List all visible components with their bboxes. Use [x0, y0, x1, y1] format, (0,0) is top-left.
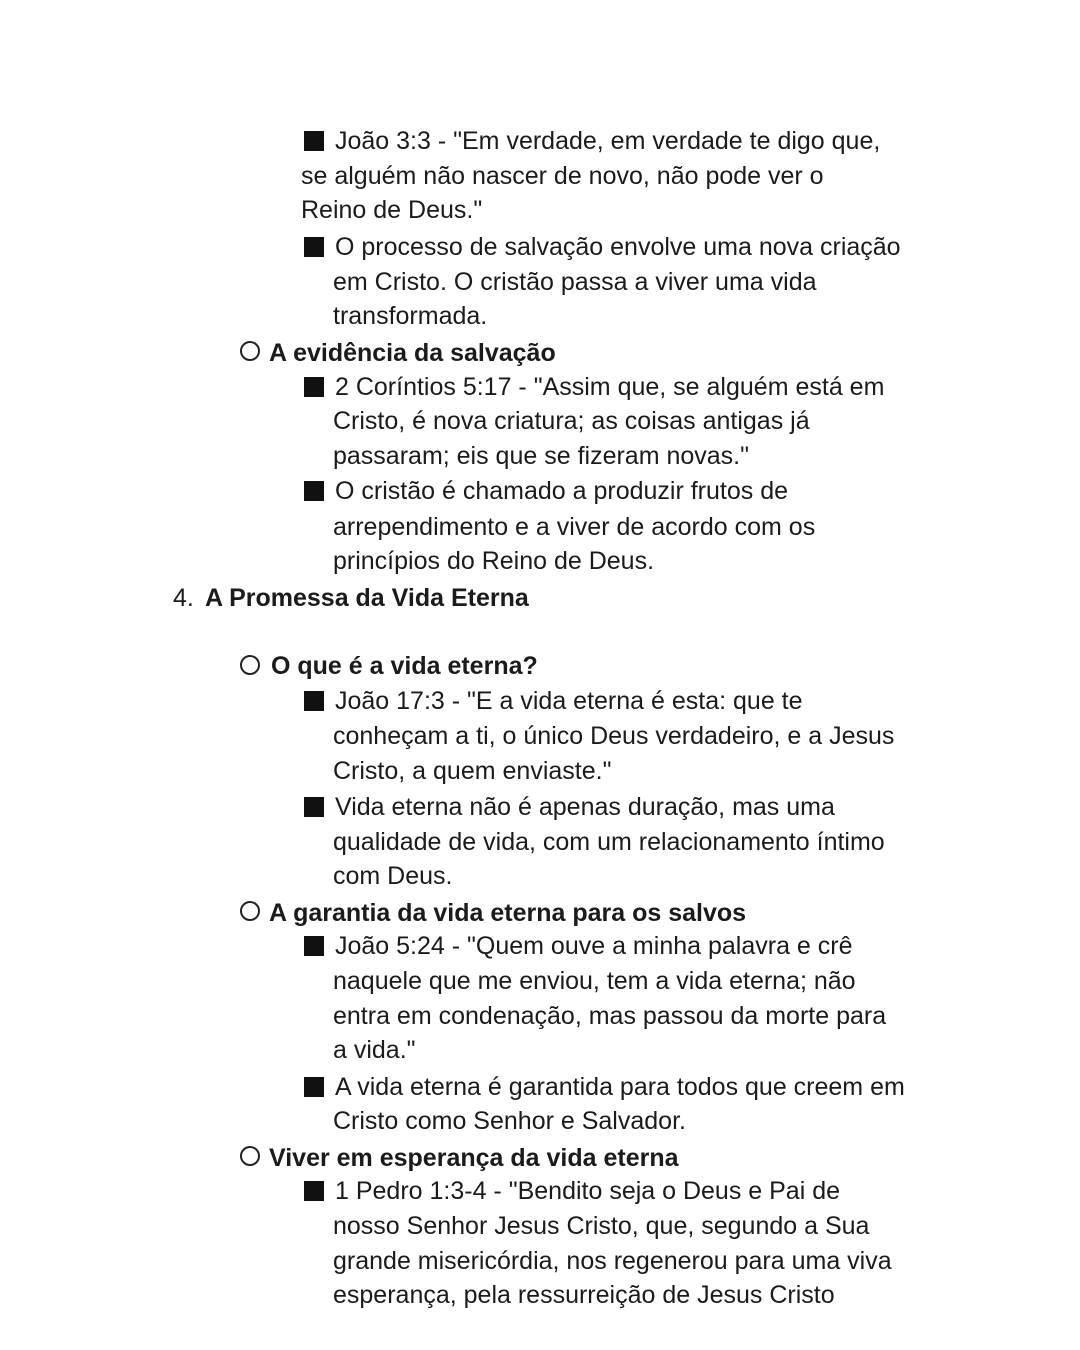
- text-line: qualidade de vida, com um relacionamento íntimo: [333, 828, 885, 856]
- square-bullet-icon: [304, 1077, 324, 1097]
- square-bullet-icon: [304, 691, 324, 711]
- verse-line: naquele que me enviou, tem a vida eterna; não: [333, 967, 856, 995]
- verse-line: João 3:3 - "Em verdade, em verdade te digo que,: [335, 127, 881, 155]
- verse-line: Reino de Deus.": [301, 196, 483, 224]
- verse-line: se alguém não nascer de novo, não pode ver o: [301, 162, 824, 190]
- section-number: 4.: [173, 584, 194, 612]
- circle-bullet-icon: [240, 1146, 260, 1166]
- subheading: A garantia da vida eterna para os salvos: [269, 899, 747, 927]
- subheading: Viver em esperança da vida eterna: [269, 1144, 679, 1172]
- verse-line: 2 Coríntios 5:17 - "Assim que, se alguém está em: [335, 373, 885, 401]
- square-bullet-icon: [304, 377, 324, 397]
- verse-line: passaram; eis que se fizeram novas.": [333, 442, 750, 470]
- subheading: A evidência da salvação: [269, 339, 556, 367]
- subheading: O que é a vida eterna?: [271, 652, 538, 680]
- text-line: Vida eterna não é apenas duração, mas uma: [335, 793, 835, 821]
- text-line: O processo de salvação envolve uma nova criação: [335, 233, 901, 261]
- verse-line: nosso Senhor Jesus Cristo, que, segundo a Sua: [333, 1212, 870, 1240]
- circle-bullet-icon: [240, 655, 260, 675]
- square-bullet-icon: [304, 481, 324, 501]
- verse-line: João 5:24 - "Quem ouve a minha palavra e crê: [335, 932, 853, 960]
- text-line: arrependimento e a viver de acordo com os: [333, 513, 816, 541]
- verse-line: 1 Pedro 1:3-4 - "Bendito seja o Deus e Pai de: [335, 1177, 841, 1205]
- square-bullet-icon: [304, 237, 324, 257]
- verse-line: a vida.": [333, 1036, 416, 1064]
- text-line: A vida eterna é garantida para todos que creem em: [335, 1073, 905, 1101]
- square-bullet-icon: [304, 131, 324, 151]
- section-title: A Promessa da Vida Eterna: [205, 584, 529, 612]
- square-bullet-icon: [304, 1181, 324, 1201]
- text-line: em Cristo. O cristão passa a viver uma vida: [333, 268, 817, 296]
- text-line: O cristão é chamado a produzir frutos de: [335, 477, 789, 505]
- square-bullet-icon: [304, 797, 324, 817]
- circle-bullet-icon: [240, 901, 260, 921]
- verse-line: João 17:3 - "E a vida eterna é esta: que te: [335, 687, 803, 715]
- square-bullet-icon: [304, 936, 324, 956]
- verse-line: Cristo, é nova criatura; as coisas antigas já: [333, 407, 810, 435]
- verse-line: conheçam a ti, o único Deus verdadeiro, e a Jesus: [333, 722, 895, 750]
- verse-line: Cristo, a quem enviaste.": [333, 757, 612, 785]
- text-line: Cristo como Senhor e Salvador.: [333, 1107, 686, 1135]
- text-line: princípios do Reino de Deus.: [333, 547, 655, 575]
- verse-line: grande misericórdia, nos regenerou para uma viva: [333, 1247, 892, 1275]
- verse-line: esperança, pela ressurreição de Jesus Cristo: [333, 1281, 835, 1309]
- circle-bullet-icon: [240, 341, 260, 361]
- verse-line: entra em condenação, mas passou da morte para: [333, 1002, 887, 1030]
- text-line: transformada.: [333, 302, 488, 330]
- text-line: com Deus.: [333, 862, 453, 890]
